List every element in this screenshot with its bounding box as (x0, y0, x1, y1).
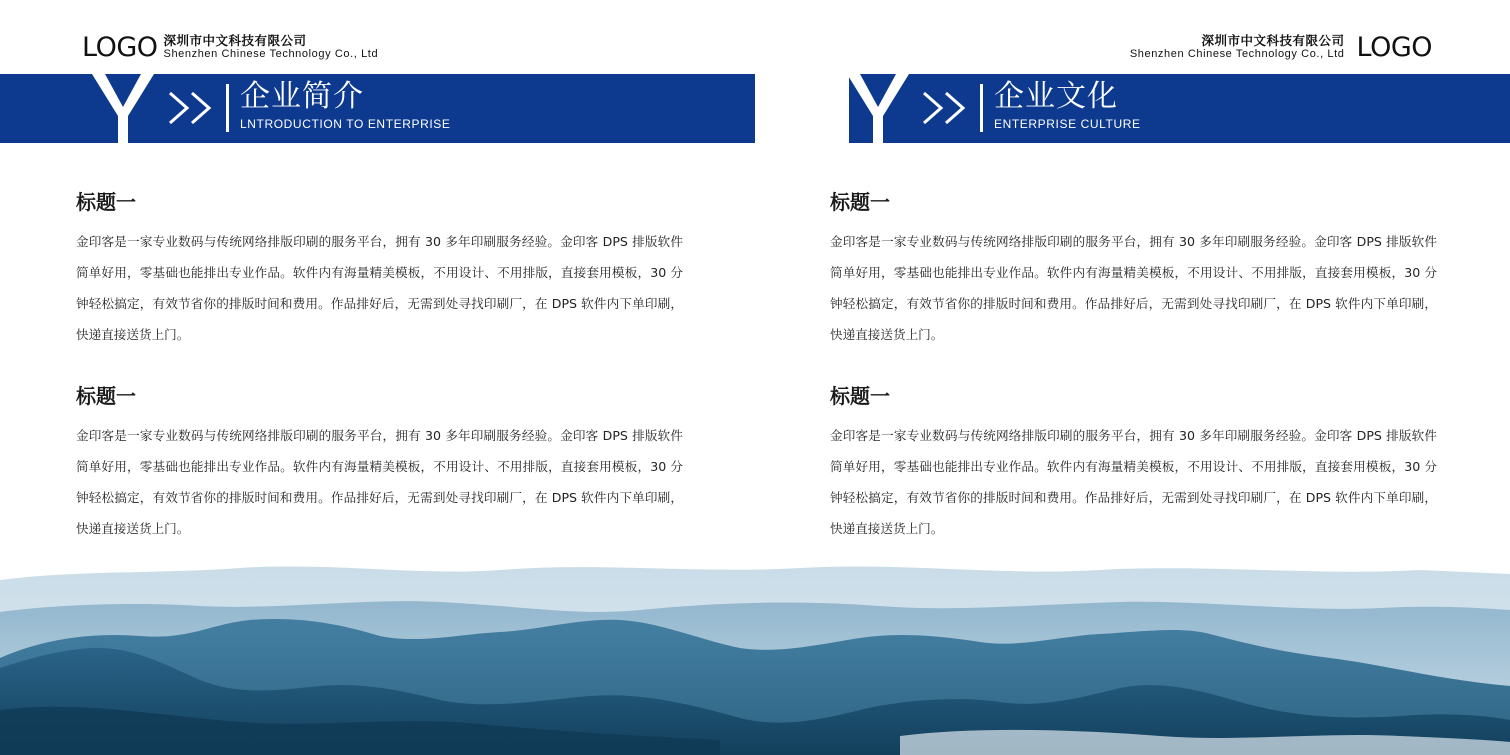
section-1 (830, 190, 1437, 350)
section-body: 金印客是一家专业数码与传统网络排版印刷的服务平台，拥有 30 多年印刷服务经验。金印客 DPS 排版软件简单好用，零基础也能排出专业作品。软件内有海量精美模板，不用设计、不用排版，直接套用模板，30 分钟轻松搞定，有效节省你的排版时间和费用。作品排好后，无需到处寻找印刷厂，在 DPS 软件内下单印刷，快递直接送货上门。 (830, 428, 1437, 536)
section-title: 标题一 (830, 384, 890, 408)
y-letter-icon (847, 74, 909, 143)
double-chevron-icon (922, 91, 970, 125)
section-body: 金印客是一家专业数码与传统网络排版印刷的服务平台，拥有 30 多年印刷服务经验。金印客 DPS 排版软件简单好用，零基础也能排出专业作品。软件内有海量精美模板，不用设计、不用排版，直接套用模板，30 分钟轻松搞定，有效节省你的排版时间和费用。作品排好后，无需到处寻找印刷厂，在 DPS 软件内下单印刷，快递直接送货上门。 (76, 234, 683, 342)
company-name-en: Shenzhen Chinese Technology Co., Ltd (163, 48, 379, 61)
band-divider (226, 84, 229, 132)
band-title (994, 80, 1141, 131)
logo: LOGO (1356, 32, 1432, 63)
band-title-en: ENTERPRISE CULTURE (994, 117, 1141, 131)
section-title: 标题一 (76, 190, 136, 214)
band-title-cn: 企业简介 (240, 79, 364, 114)
header-logo-row (82, 34, 378, 61)
section-body: 金印客是一家专业数码与传统网络排版印刷的服务平台，拥有 30 多年印刷服务经验。金印客 DPS 排版软件简单好用，零基础也能排出专业作品。软件内有海量精美模板，不用设计、不用排版，直接套用模板，30 分钟轻松搞定，有效节省你的排版时间和费用。作品排好后，无需到处寻找印刷厂，在 DPS 软件内下单印刷，快递直接送货上门。 (830, 234, 1437, 342)
section-body: 金印客是一家专业数码与传统网络排版印刷的服务平台，拥有 30 多年印刷服务经验。金印客 DPS 排版软件简单好用，零基础也能排出专业作品。软件内有海量精美模板，不用设计、不用排版，直接套用模板，30 分钟轻松搞定，有效节省你的排版时间和费用。作品排好后，无需到处寻找印刷厂，在 DPS 软件内下单印刷，快递直接送货上门。 (76, 428, 683, 536)
section-title: 标题一 (830, 190, 890, 214)
logo: LOGO (82, 32, 158, 63)
company-name (1130, 34, 1345, 61)
company-name-cn: 深圳市中文科技有限公司 (163, 33, 307, 48)
section-1 (76, 190, 683, 350)
section-2 (76, 384, 683, 544)
y-letter-icon (92, 74, 154, 143)
company-name-en: Shenzhen Chinese Technology Co., Ltd (1129, 48, 1345, 61)
company-name (164, 34, 379, 61)
header-logo-row (1130, 34, 1432, 61)
mountain-landscape-image (0, 540, 1510, 755)
band-title-en: LNTRODUCTION TO ENTERPRISE (240, 117, 451, 131)
double-chevron-icon (168, 91, 216, 125)
band-title (240, 80, 451, 131)
section-2 (830, 384, 1437, 544)
section-title: 标题一 (76, 384, 136, 408)
band-divider (980, 84, 983, 132)
company-name-cn: 深圳市中文科技有限公司 (1201, 33, 1345, 48)
band-title-cn: 企业文化 (994, 79, 1118, 114)
